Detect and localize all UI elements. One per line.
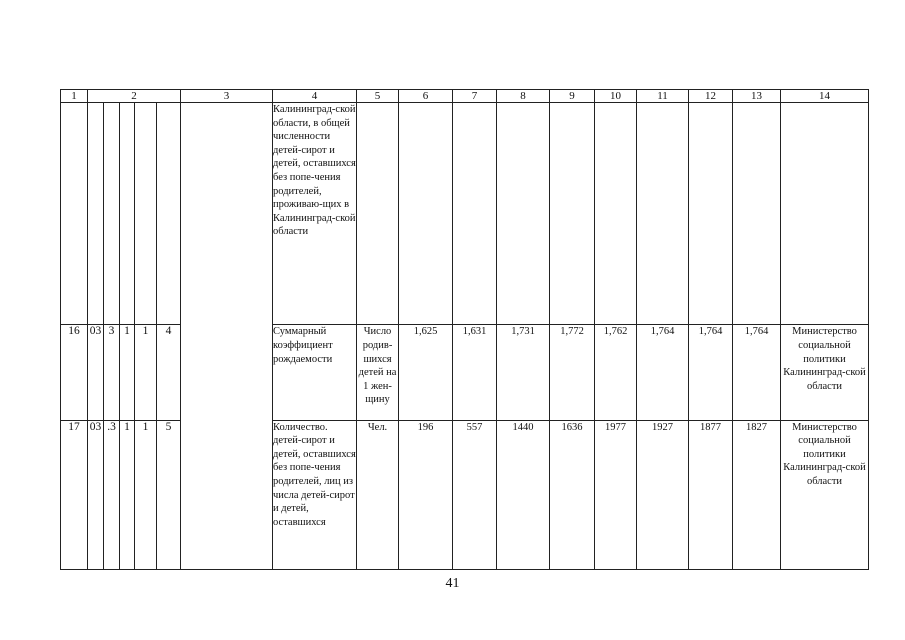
cell-code <box>157 103 181 325</box>
code-part-3: 1 <box>120 325 135 420</box>
cell-code <box>88 103 104 325</box>
responsible-executor: Министерство социальной политики Калининград-ской области <box>781 325 869 420</box>
responsible-executor: Министерство социальной политики Калининград-ской области <box>781 420 869 569</box>
program-indicators-table <box>60 89 869 570</box>
cell-unit <box>357 103 399 325</box>
header-cell-9: 9 <box>550 90 595 103</box>
header-cell-14: 14 <box>781 90 869 103</box>
value-col-9: 1,772 <box>550 325 595 420</box>
cell-value <box>595 103 637 325</box>
header-cell-7: 7 <box>453 90 497 103</box>
row-number: 17 <box>61 420 88 569</box>
header-cell-2: 2 <box>88 90 181 103</box>
value-col-6: 1,625 <box>399 325 453 420</box>
value-col-8: 1,731 <box>497 325 550 420</box>
code-part-5: 5 <box>157 420 181 569</box>
header-cell-3: 3 <box>181 90 273 103</box>
code-part-1: 03 <box>88 325 104 420</box>
unit-of-measure: Чел. <box>357 420 399 569</box>
header-cell-1: 1 <box>61 90 88 103</box>
cell-code <box>104 103 120 325</box>
value-col-12: 1,764 <box>689 325 733 420</box>
code-part-4: 1 <box>135 325 157 420</box>
value-col-9: 1636 <box>550 420 595 569</box>
cell-value <box>637 103 689 325</box>
code-part-4: 1 <box>135 420 157 569</box>
value-col-13: 1827 <box>733 420 781 569</box>
value-col-13: 1,764 <box>733 325 781 420</box>
value-col-6: 196 <box>399 420 453 569</box>
cell-value <box>550 103 595 325</box>
cell-code <box>120 103 135 325</box>
code-part-2: 3 <box>104 325 120 420</box>
header-cell-6: 6 <box>399 90 453 103</box>
code-part-3: 1 <box>120 420 135 569</box>
row-number: 16 <box>61 325 88 420</box>
indicator-name: Количество. детей-сирот и детей, оставшихся без попе-чения родителей, лиц из числа детей-сирот и детей, оставшихся <box>273 420 357 569</box>
cell-value <box>689 103 733 325</box>
header-row <box>61 90 869 103</box>
code-part-2: .3 <box>104 420 120 569</box>
column-3-merged-cell <box>181 103 273 570</box>
cell-num <box>61 103 88 325</box>
cell-value <box>399 103 453 325</box>
header-cell-10: 10 <box>595 90 637 103</box>
header-cell-8: 8 <box>497 90 550 103</box>
header-cell-12: 12 <box>689 90 733 103</box>
value-col-11: 1,764 <box>637 325 689 420</box>
cell-responsible <box>781 103 869 325</box>
indicator-name: Калининград-ской области, в общей численности детей-сирот и детей, оставшихся без попе-чения родителей, проживаю-щих в Калининград-ской области <box>273 103 357 325</box>
page-number: 41 <box>445 576 460 591</box>
header-cell-13: 13 <box>733 90 781 103</box>
header-cell-5: 5 <box>357 90 399 103</box>
value-col-10: 1,762 <box>595 325 637 420</box>
value-col-7: 557 <box>453 420 497 569</box>
unit-of-measure: Число родив-шихся детей на 1 жен-щину <box>357 325 399 420</box>
table-row-continuation <box>61 103 869 325</box>
value-col-12: 1877 <box>689 420 733 569</box>
code-part-5: 4 <box>157 325 181 420</box>
value-col-7: 1,631 <box>453 325 497 420</box>
header-cell-11: 11 <box>637 90 689 103</box>
cell-value <box>453 103 497 325</box>
header-cell-4: 4 <box>273 90 357 103</box>
value-col-11: 1927 <box>637 420 689 569</box>
cell-value <box>497 103 550 325</box>
cell-code <box>135 103 157 325</box>
value-col-8: 1440 <box>497 420 550 569</box>
code-part-1: 03 <box>88 420 104 569</box>
indicator-name: Суммарный коэффициент рождаемости <box>273 325 357 420</box>
value-col-10: 1977 <box>595 420 637 569</box>
cell-value <box>733 103 781 325</box>
